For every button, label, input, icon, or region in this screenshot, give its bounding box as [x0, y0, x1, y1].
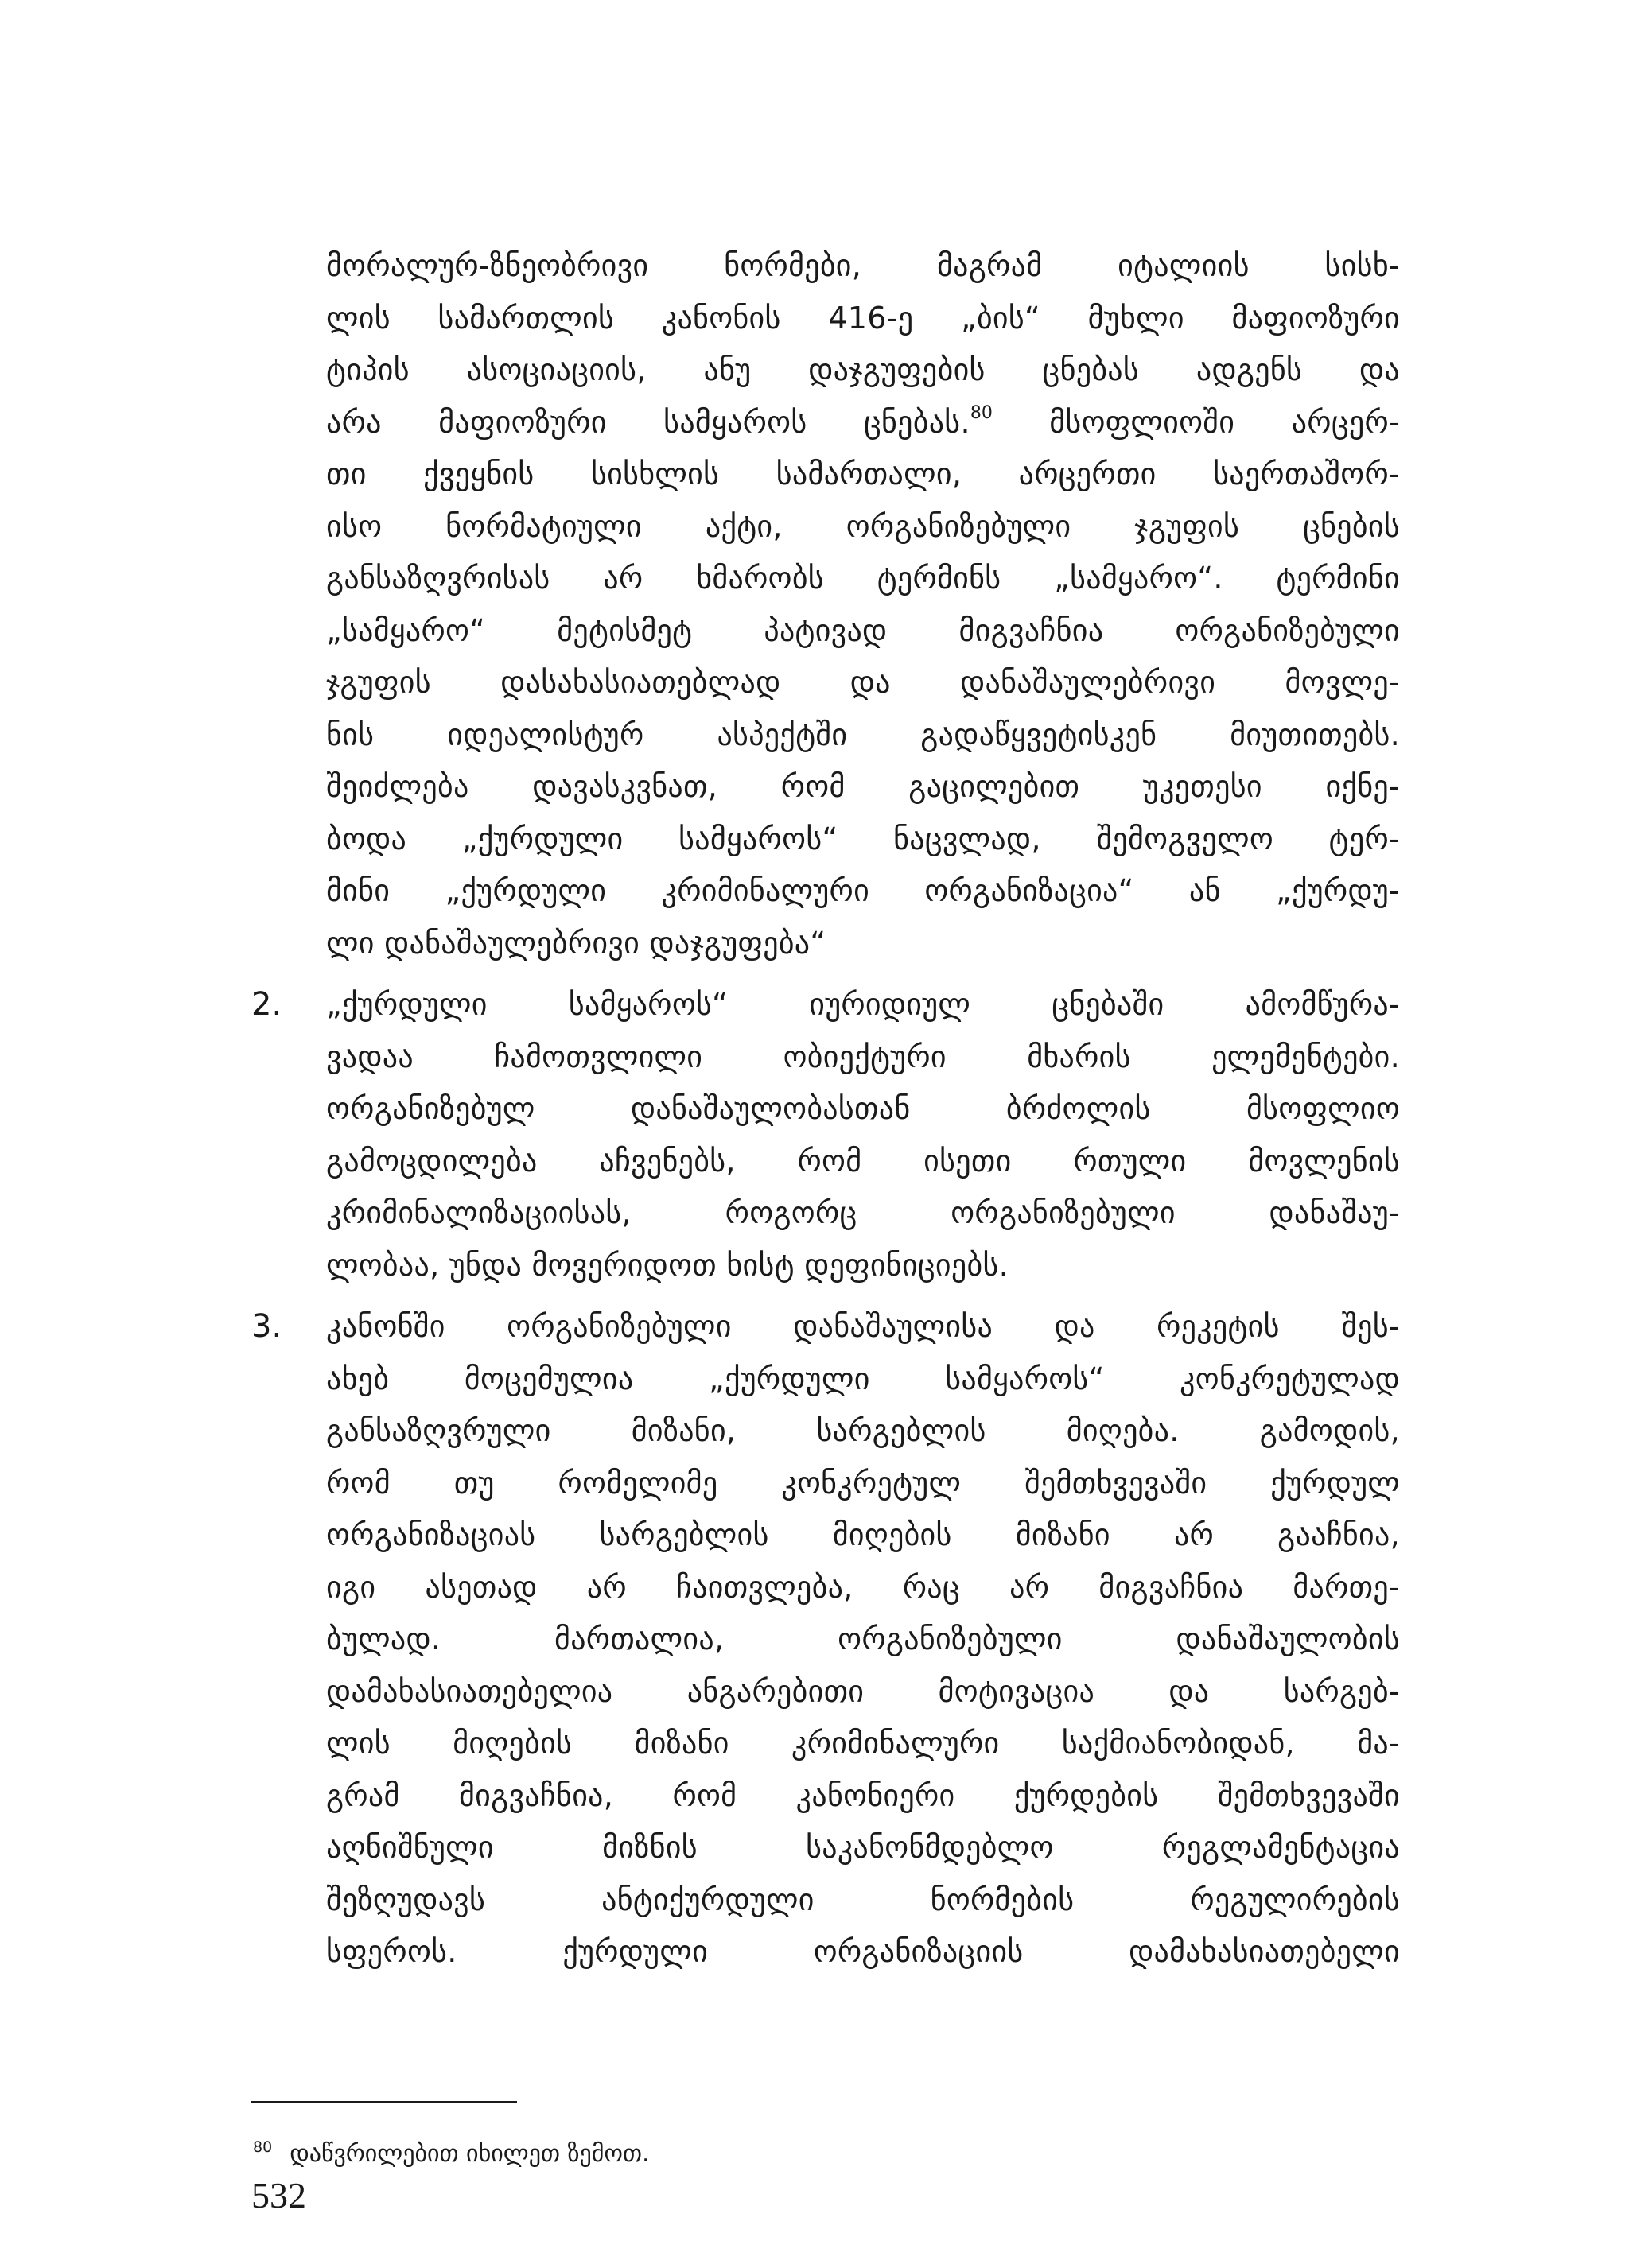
text-line: თი ქვეყნის სისხლის სამართალი, არცერთი საერთაშორ- [326, 456, 1400, 491]
text-line: ისო ნორმატიული აქტი, ორგანიზებული ჯგუფის ცნების [326, 508, 1400, 544]
text-line: ლი დანაშაულებრივი დაჯგუფება“ [326, 925, 826, 961]
text-line: ახებ მოცემულია „ქურდული სამყაროს“ კონკრეტულად [326, 1361, 1400, 1396]
text-segment: მსოფლიოში არცერ- [992, 404, 1400, 440]
list-item-2 [251, 979, 1400, 1291]
footnote-divider [251, 2101, 517, 2103]
text-line: განსაზღვრული მიზანი, სარგებლის მიღება. გამოდის, [326, 1413, 1400, 1448]
list-item-3 [251, 1301, 1400, 1979]
text-line: მინი „ქურდული კრიმინალური ორგანიზაცია“ ან „ქურდუ- [326, 873, 1400, 908]
text-line: დამახასიათებელია ანგარებითი მოტივაცია და სარგებ- [326, 1673, 1400, 1709]
text-line: ბოდა „ქურდული სამყაროს“ ნაცვლად, შემოგველო ტერ- [326, 821, 1400, 856]
footnote-text: დაწვრილებით იხილეთ ზემოთ. [290, 2140, 650, 2168]
intro-paragraph [326, 240, 1400, 969]
text-line: იგი ასეთად არ ჩაითვლება, რაც არ მიგვაჩნია მართე- [326, 1569, 1400, 1605]
footnote [253, 2131, 650, 2170]
footnote-reference[interactable]: 80 [970, 402, 993, 423]
text-line: ლის მიღების მიზანი კრიმინალური საქმიანობიდან, მა- [326, 1726, 1400, 1761]
text-line: „ქურდული სამყაროს“ იურიდიულ ცნებაში ამომწურა- [326, 987, 1400, 1022]
text-line: რომ თუ რომელიმე კონკრეტულ შემთხვევაში ქურდულ [326, 1465, 1400, 1501]
text-line: კრიმინალიზაციისას, როგორც ორგანიზებული დანაშაუ- [326, 1195, 1400, 1230]
text-line: შეიძლება დავასკვნათ, რომ გაცილებით უკეთესი იქნე- [326, 769, 1400, 804]
text-line-with-footnote [326, 397, 1400, 449]
footnote-number: 80 [253, 2138, 273, 2156]
text-line: გრამ მიგვაჩნია, რომ კანონიერი ქურდების შემთხვევაში [326, 1777, 1400, 1813]
text-line: ლის სამართლის კანონის 416-ე „ბის“ მუხლი მაფიოზური [326, 300, 1400, 336]
text-line: მორალურ-ზნეობრივი ნორმები, მაგრამ იტალიის სისხ- [326, 248, 1400, 283]
text-segment: არა მაფიოზური სამყაროს ცნებას. [326, 404, 970, 440]
text-line: ვადაა ჩამოთვლილი ობიექტური მხარის ელემენტები. [326, 1039, 1400, 1074]
text-line: ორგანიზაციას სარგებლის მიღების მიზანი არ გააჩნია, [326, 1517, 1400, 1552]
text-line: გამოცდილება აჩვენებს, რომ ისეთი რთული მოვლენის [326, 1143, 1400, 1179]
text-line: ლობაა, უნდა მოვერიდოთ ხისტ დეფინიციებს. [326, 1247, 1009, 1283]
text-line: აღნიშნული მიზნის საკანონმდებლო რეგლამენტაცია [326, 1830, 1400, 1865]
list-number: 3. [251, 1308, 282, 1345]
text-line: კანონში ორგანიზებული დანაშაულისა და რეკეტის შეს- [326, 1309, 1400, 1344]
text-line: ნის იდეალისტურ ასპექტში გადაწყვეტისკენ მიუთითებს. [326, 717, 1400, 752]
text-line: ტიპის ასოციაციის, ანუ დაჯგუფების ცნებას ადგენს და [326, 352, 1400, 387]
text-line: ბულად. მართალია, ორგანიზებული დანაშაულობის [326, 1621, 1400, 1656]
page-number: 532 [251, 2175, 306, 2216]
list-number: 2. [251, 986, 282, 1023]
text-line: შეზღუდავს ანტიქურდული ნორმების რეგულირების [326, 1882, 1400, 1917]
text-line: ჯგუფის დასახასიათებლად და დანაშაულებრივი მოვლე- [326, 665, 1400, 700]
text-line: სფეროს. ქურდული ორგანიზაციის დამახასიათებელი [326, 1934, 1400, 1969]
text-line: „სამყარო“ მეტისმეტ პატივად მიგვაჩნია ორგანიზებული [326, 612, 1400, 648]
main-text [251, 240, 1400, 1979]
text-line: ორგანიზებულ დანაშაულობასთან ბრძოლის მსოფლიო [326, 1091, 1400, 1126]
text-line: განსაზღვრისას არ ხმარობს ტერმინს „სამყარო“. ტერმინი [326, 561, 1400, 596]
